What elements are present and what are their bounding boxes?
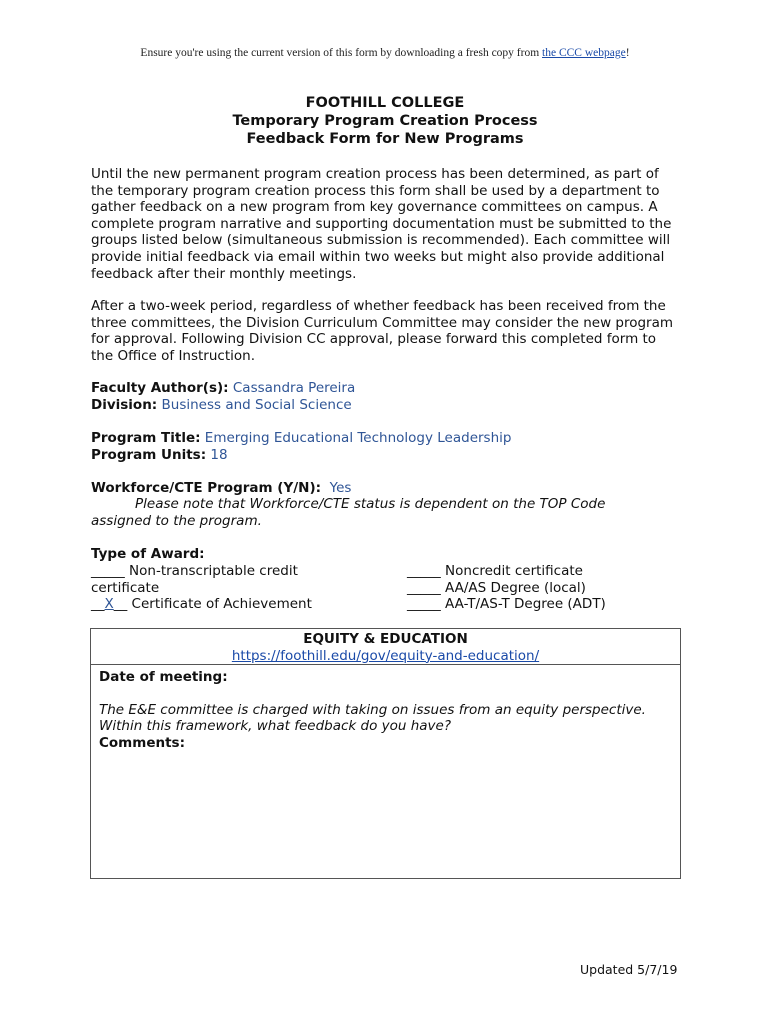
equity-url-link[interactable]: https://foothill.edu/gov/equity-and-education/ [231, 647, 540, 664]
award-ca-prefix: __ [91, 596, 105, 613]
college-name: FOOTHILL COLLEGE [305, 95, 465, 111]
workforce-row [91, 480, 351, 497]
award-ca-mark: X [104, 596, 114, 613]
form-title-line3: Feedback Form for New Programs [246, 131, 524, 147]
award-noncredit-certificate: _____ Noncredit certificate [407, 563, 583, 579]
division-row [91, 397, 352, 414]
program-title-value: Emerging Educational Technology Leadership [204, 430, 512, 446]
faculty-author-label: Faculty Author(s): [91, 380, 229, 396]
award-ca-suffix: __ Certificate of Achievement [113, 596, 312, 613]
version-notice-text: Ensure you're using the current version of this form by downloading a fresh copy from [140, 47, 543, 59]
workforce-note-line2: assigned to the program. [91, 512, 262, 529]
division-value: Business and Social Science [161, 397, 352, 413]
program-units-value: 18 [210, 447, 228, 463]
equity-box-body [91, 665, 680, 865]
program-title-row [91, 430, 511, 447]
award-type-label: Type of Award: [91, 546, 205, 562]
award-type-label-row [91, 546, 205, 563]
date-of-meeting-label: Date of meeting: [99, 669, 228, 685]
program-title-label: Program Title: [91, 430, 201, 446]
award-options-left [91, 563, 391, 613]
version-notice-suffix: ! [625, 47, 630, 59]
comments-label: Comments: [99, 734, 185, 751]
ccc-webpage-link[interactable]: the CCC webpage [542, 47, 626, 59]
version-notice [0, 47, 770, 59]
form-title [0, 94, 770, 148]
workforce-value: Yes [329, 480, 352, 496]
comments-area[interactable] [99, 751, 672, 861]
program-units-label: Program Units: [91, 447, 207, 463]
workforce-note-line1: Please note that Workforce/CTE status is dependent on the TOP Code [135, 496, 606, 512]
intro-paragraph-1: Until the new permanent program creation process has been determined, as part of the temporary program creation process this form shall be used by a department to gather feedback on a new program from key governance committees on campus. A complete program narrative and supporting documentation must be submitted to the groups listed below (simultaneous submission is recommended). Each committee will provide initial feedback via email within two weeks but might also provide additional feedback after their monthly meetings. [91, 166, 672, 282]
award-noncredit-transcript-line1: _____ Non-transcriptable credit [91, 563, 298, 579]
faculty-author-value: Cassandra Pereira [232, 380, 356, 396]
equity-box-header [91, 629, 680, 665]
award-certificate-achievement [91, 596, 391, 613]
faculty-author-row [91, 380, 355, 397]
equity-prompt-line2: Within this framework, what feedback do you have? [99, 718, 452, 735]
spacer [99, 686, 672, 702]
equity-prompt-line1: The E&E committee is charged with taking on issues from an equity perspective. [99, 701, 646, 718]
form-title-line2: Temporary Program Creation Process [232, 113, 538, 129]
award-aat-ast-degree: _____ AA-T/AS-T Degree (ADT) [407, 596, 606, 613]
workforce-note [91, 496, 651, 529]
division-label: Division: [91, 397, 158, 413]
equity-box-title: EQUITY & EDUCATION [303, 631, 468, 647]
updated-date: Updated 5/7/19 [580, 962, 678, 977]
award-aa-as-degree: _____ AA/AS Degree (local) [407, 579, 586, 596]
program-units-row [91, 447, 228, 464]
workforce-label: Workforce/CTE Program (Y/N): [91, 480, 322, 496]
award-options-right [407, 563, 687, 613]
intro-paragraph-2: After a two-week period, regardless of whether feedback has been received from the three committees, the Division Curriculum Committee may consider the new program for approval. Following Division CC approval, please forward this completed form to the Office of Instruction. [91, 298, 674, 364]
equity-education-box [90, 628, 681, 879]
award-noncredit-transcript-line2: certificate [91, 579, 160, 596]
